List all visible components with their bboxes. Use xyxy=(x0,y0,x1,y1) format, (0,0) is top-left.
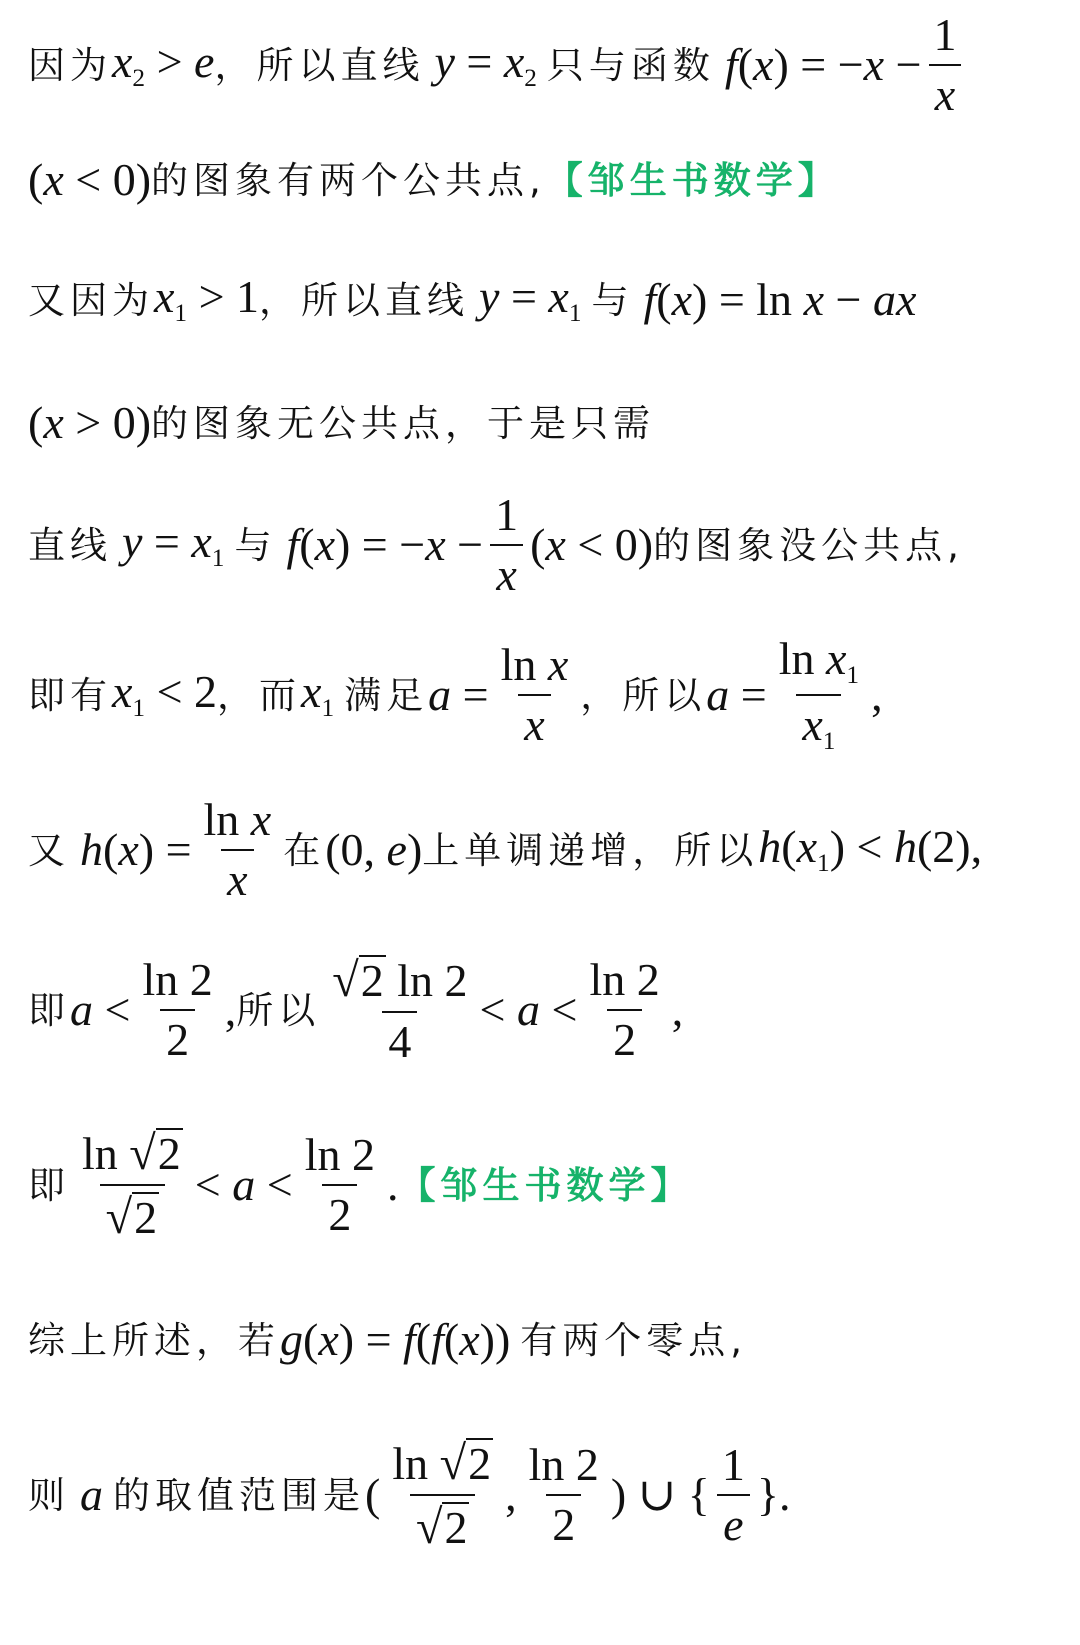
fraction: $\frac{\text{ln x}}{x}$ xyxy=(500,639,569,750)
watermark-tag: 【邹生书数学】 xyxy=(398,1163,693,1207)
math: < a < xyxy=(479,984,578,1035)
comma: ， xyxy=(259,278,302,322)
line-10 xyxy=(28,1310,1062,1370)
fraction: $\frac{\ln 2}{2}$ xyxy=(142,954,213,1065)
text: 即有 xyxy=(28,673,112,717)
math: (x < 0) xyxy=(530,519,654,570)
line-9 xyxy=(28,1126,1062,1244)
fraction: $\frac{\text{ln x}}{x}$ xyxy=(203,794,272,905)
math: (0, e) xyxy=(325,824,423,875)
math: a = xyxy=(706,669,767,720)
math: $y = x_2$ xyxy=(434,35,537,92)
comma: ， xyxy=(217,673,260,717)
math: a = xyxy=(428,669,489,720)
fraction: ln √ 2 √ 2 xyxy=(82,1126,181,1244)
text: 所以直线 xyxy=(301,278,470,322)
text: 即 xyxy=(28,1163,70,1207)
math: ( xyxy=(365,1469,381,1520)
math: f(x) = −x − xyxy=(286,519,484,570)
line-4 xyxy=(28,393,1062,453)
math: g(x) = f(f(x)) xyxy=(280,1314,511,1365)
text: 有两个零点, xyxy=(520,1318,748,1362)
line-2 xyxy=(28,150,1062,210)
fraction: $\frac{\ln 2}{2}$ xyxy=(528,1439,599,1550)
math: , xyxy=(505,1469,517,1520)
text: 的图象没公共点, xyxy=(653,523,964,567)
math: , xyxy=(671,984,684,1035)
math: $x_1 < 2$ xyxy=(112,665,218,722)
math: , xyxy=(224,984,237,1035)
text: 因为 xyxy=(28,43,112,87)
math: (x > 0) xyxy=(28,397,152,448)
comma: ， xyxy=(214,43,257,87)
math: f(x) = ln x − ax xyxy=(643,274,917,325)
math: $y = x_1$ xyxy=(122,515,225,572)
fraction: $\frac{\ln 2}{2}$ xyxy=(589,954,660,1065)
fraction: $\frac{1}{x}$ xyxy=(489,492,524,598)
fraction: $\frac{1}{x}$ xyxy=(928,12,963,118)
line-6 xyxy=(28,632,1062,755)
text: 综上所述，若 xyxy=(28,1318,280,1362)
line-7 xyxy=(28,794,1062,905)
text: 又因为 xyxy=(28,278,154,322)
math: $x_1 > 1$ xyxy=(154,270,260,327)
math: $y = x_1$ xyxy=(479,270,582,327)
math: , xyxy=(871,669,883,720)
text: 又 xyxy=(28,828,70,872)
text: 满足 xyxy=(344,673,429,717)
math: a xyxy=(80,1469,103,1520)
line-1 xyxy=(28,9,1062,120)
text: 所以直线 xyxy=(256,43,425,87)
text: 所以 xyxy=(622,673,707,717)
fraction: $\frac{1}{e}$ xyxy=(716,1442,751,1548)
text: 的图象无公共点，于是只需 xyxy=(151,401,656,445)
line-3 xyxy=(28,270,1062,330)
text: 只与函数 xyxy=(546,43,715,87)
math: (x < 0) xyxy=(28,154,152,205)
fraction: $\frac{\ln 2}{2}$ xyxy=(304,1129,375,1240)
math: . xyxy=(386,1159,399,1210)
math: $x_1$ xyxy=(301,665,335,722)
fraction: $\frac{\ln x_1}{x_1}$ xyxy=(778,632,860,755)
fraction: ln √ 2 √ 2 xyxy=(392,1436,492,1554)
math: $h(x_1) < h(2)$, xyxy=(758,820,983,877)
comma: ， xyxy=(580,673,623,717)
text: 则 xyxy=(28,1473,70,1517)
text: 的取值范围是 xyxy=(113,1473,365,1517)
math: < a < xyxy=(194,1159,293,1210)
math: }. xyxy=(756,1469,791,1520)
text: 与 xyxy=(591,278,634,322)
math: $x_2 > e$ xyxy=(112,35,215,92)
line-11 xyxy=(28,1430,1062,1560)
math: a < xyxy=(70,984,131,1035)
watermark-tag: 【邹生书数学】 xyxy=(545,158,840,202)
text: 直线 xyxy=(28,523,112,567)
text: 上单调递增，所以 xyxy=(422,828,759,872)
text: 而 xyxy=(259,673,302,717)
text: 的图象有两个公共点, xyxy=(151,158,546,202)
text: 在 xyxy=(283,828,326,872)
fraction: √ 2 ln 2 4 xyxy=(332,953,468,1068)
text: 即 xyxy=(28,988,70,1032)
text: 与 xyxy=(234,523,277,567)
math: f(x) = −x − xyxy=(724,39,922,90)
text: 所以 xyxy=(236,988,321,1032)
line-5 xyxy=(28,489,1062,600)
line-8 xyxy=(28,953,1062,1068)
math: ) ∪ { xyxy=(610,1469,710,1520)
math: h(x) = xyxy=(80,824,192,875)
